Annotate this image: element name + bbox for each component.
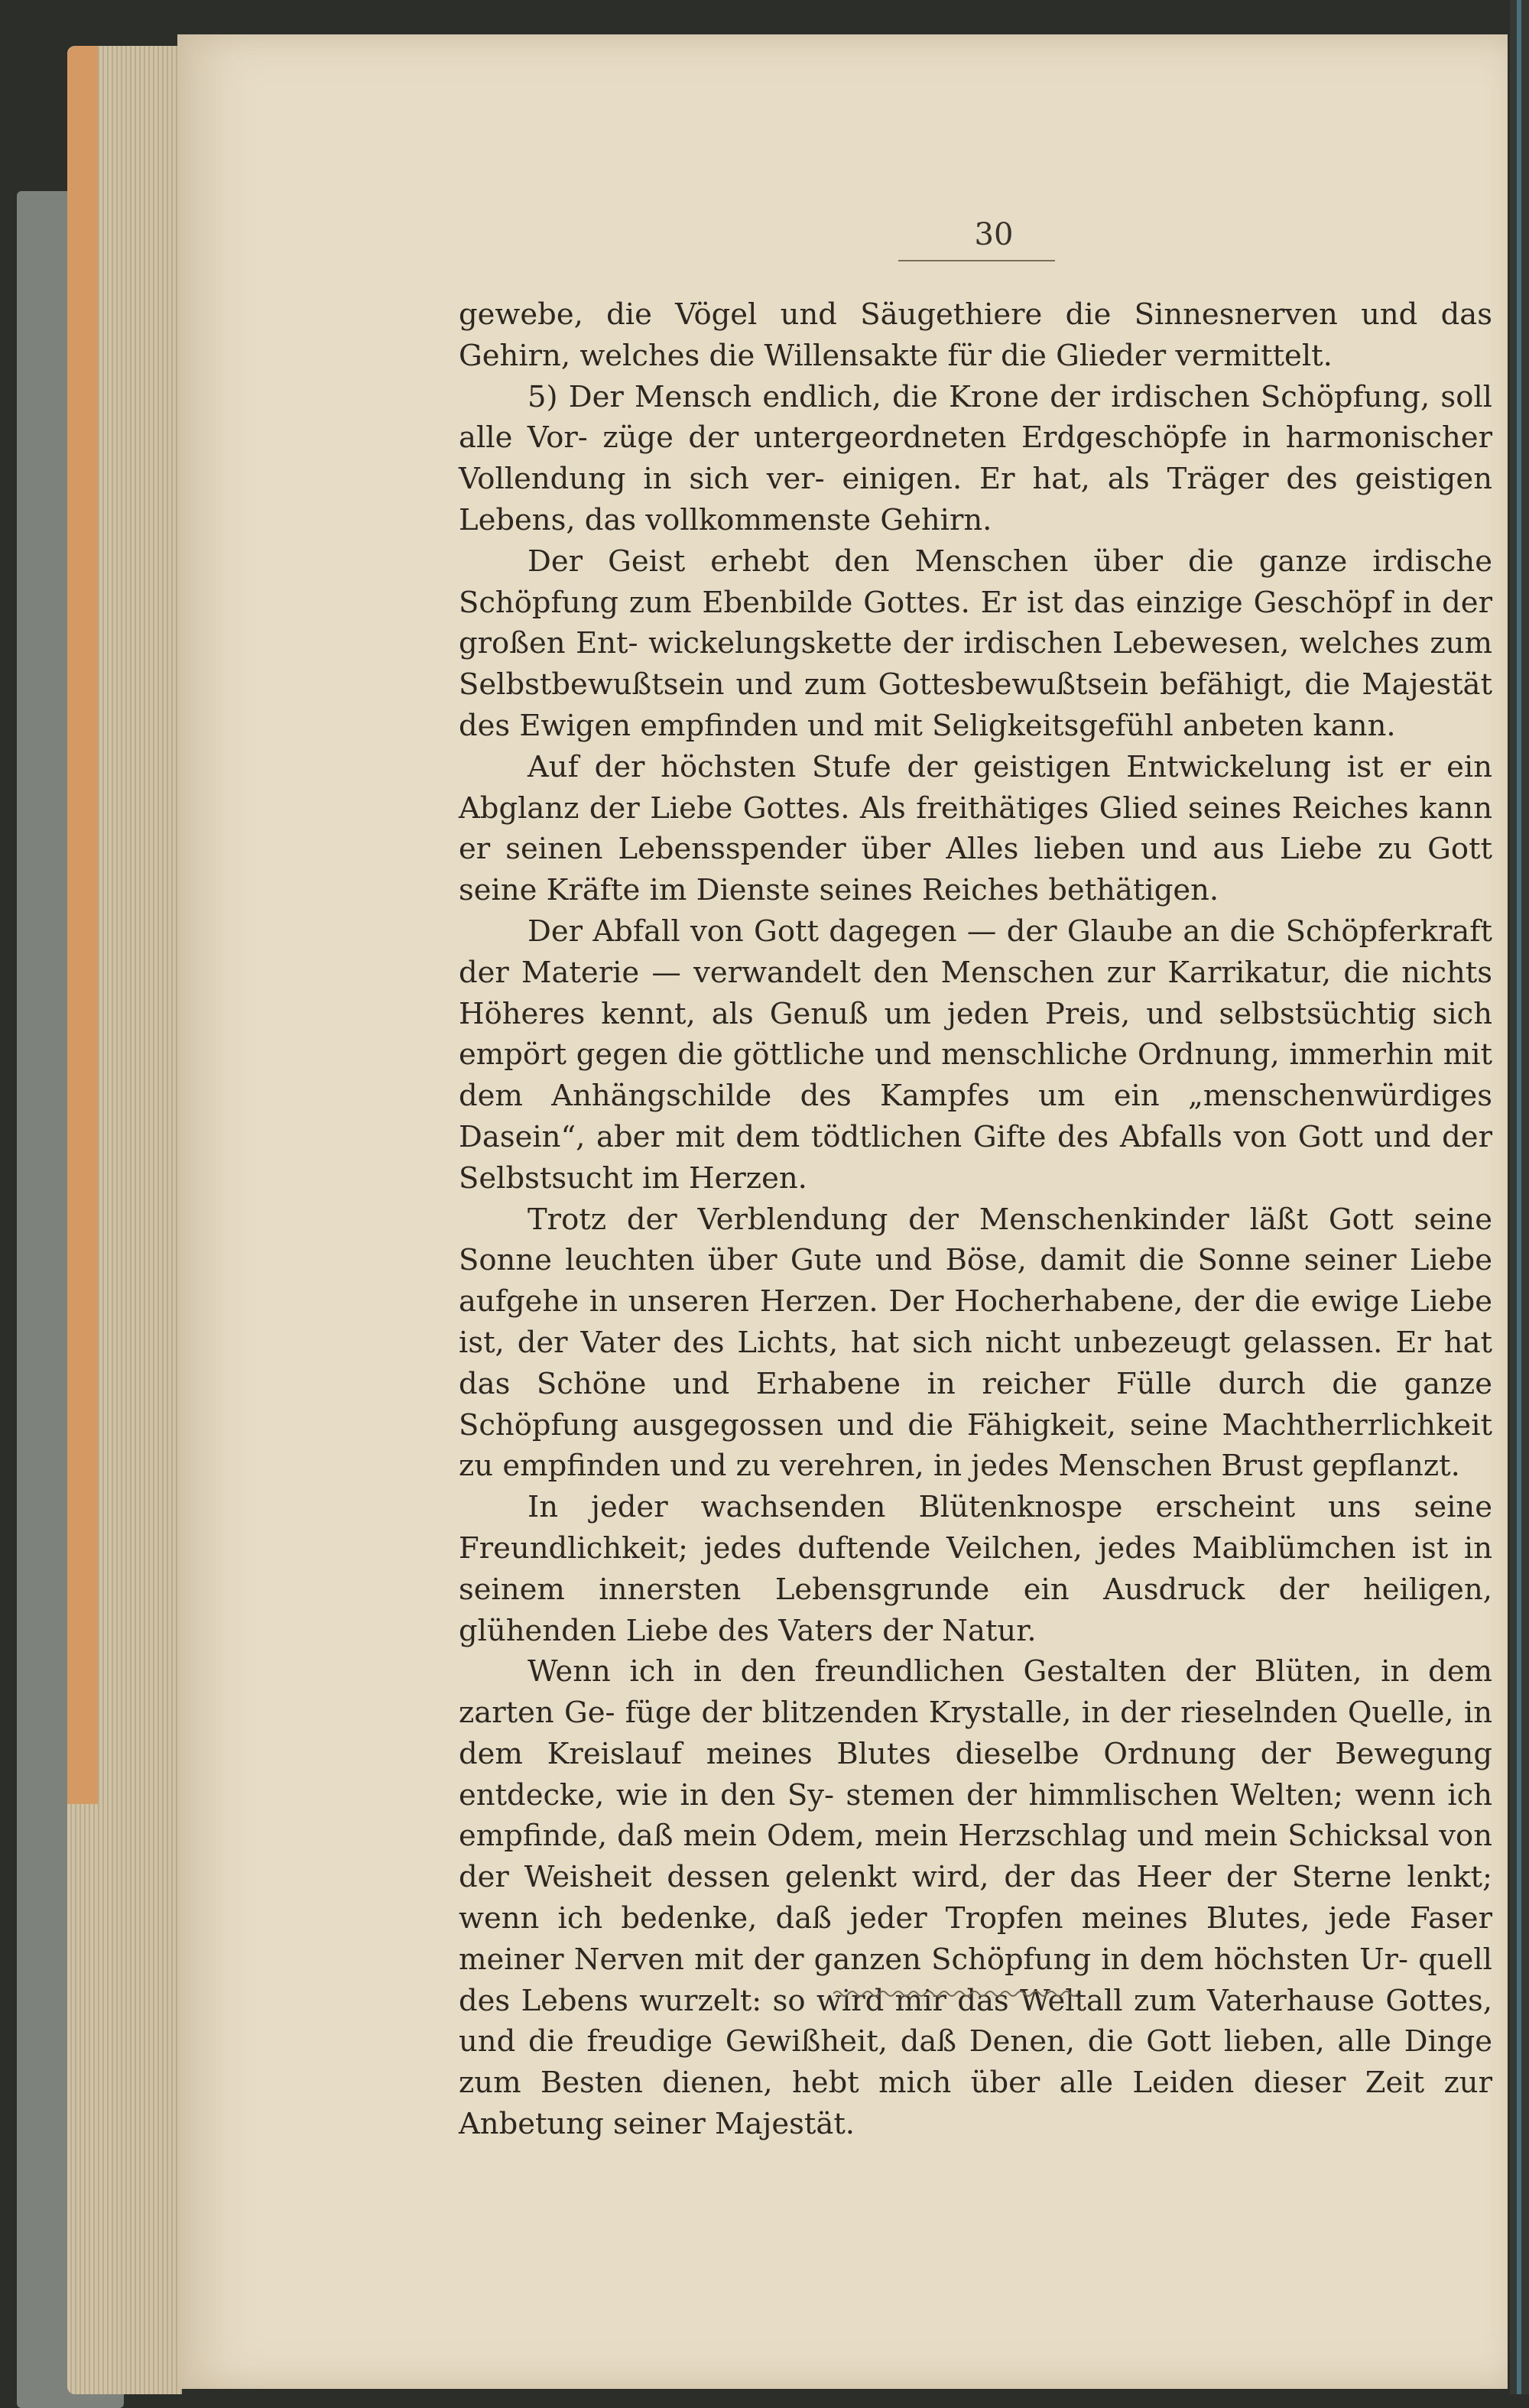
paragraph: Der Abfall von Gott dagegen — der Glaube an die Schöpferkraft der Materie — verwandelt den Menschen zur Karrikatur, die nichts Höheres kennt, als Genuß um jeden Preis, und selbstsüchtig sich empört gegen die göttliche und menschliche Ordnung, immerhin mit dem Anhängschilde des Kampfes um ein „menschenwürdiges Dasein“, aber mit dem tödtlichen Gifte des Abfalls von Gott und der Selbstsucht im Herzen.	[459, 914, 1492, 1196]
paragraph: Auf der höchsten Stufe der geistigen Entwickelung ist er ein Abglanz der Liebe Gottes. Als freithätiges Glied seines Reiches kann er seinen Lebensspender über Alles lieben und aus Liebe zu Gott seine Kräfte im Dienste seines Reiches bethätigen.	[459, 749, 1492, 908]
header-rule	[898, 260, 1055, 261]
paragraph: gewebe, die Vögel und Säugethiere die Sinnesnerven und das Gehirn, welches die Willensakte für die Glieder vermittelt.	[459, 297, 1492, 373]
spine-stripe	[1517, 0, 1521, 2394]
body-text	[459, 294, 1492, 2145]
paragraph: In jeder wachsenden Blütenknospe erscheint uns seine Freundlichkeit; jedes duftende Veilchen, jedes Maiblümchen ist in seinem innersten Lebensgrunde ein Ausdruck der heiligen, glühenden Liebe des Vaters der Natur.	[459, 1490, 1492, 1648]
paragraph: 5) Der Mensch endlich, die Krone der irdischen Schöpfung, soll alle Vor- züge der untergeordneten Erdgeschöpfe in harmonischer Vollendung in sich ver- einigen. Er hat, als Träger des geistigen Lebens, das vollkommenste Gehirn.	[459, 379, 1492, 537]
paragraph: Trotz der Verblendung der Menschenkinder läßt Gott seine Sonne leuchten über Gute und Böse, damit die Sonne seiner Liebe aufgehe in unseren Herzen. Der Hocherhabene, der die ewige Liebe ist, der Vater des Lichts, hat sich nicht unbezeugt gelassen. Er hat das Schöne und Erhabene in reicher Fülle durch die ganze Schöpfung ausgegossen und die Fähigkeit, seine Machtherrlichkeit zu empfinden und zu verehren, in jedes Menschen Brust gepflanzt.	[459, 1202, 1492, 1484]
paragraph: Der Geist erhebt den Menschen über die ganze irdische Schöpfung zum Ebenbilde Gottes. Er ist das einzige Geschöpf in der großen Ent- wickelungskette der irdischen Lebewesen, welches zum Selbstbewußtsein und zum Gottesbewußtsein befähigt, die Majestät des Ewigen empfinden und mit Seligkeitsgefühl anbeten kann.	[459, 544, 1492, 743]
endpaper-edge	[67, 46, 98, 1804]
paragraph: Wenn ich in den freundlichen Gestalten der Blüten, in dem zarten Ge- füge der blitzenden Krystalle, in der rieselnden Quelle, in dem Kreislauf meines Blutes dieselbe Ordnung der Bewegung entdecke, wie in den Sy- stemen der himmlischen Welten; wenn ich empfinde, daß mein Odem, mein Herzschlag und mein Schicksal von der Weisheit dessen gelenkt wird, der das Heer der Sterne lenkt; wenn ich bedenke, daß jeder Tropfen meines Blutes, jede Faser meiner Nerven mit der ganzen Schöpfung in dem höchsten Ur- quell des Lebens wurzelt: so wird mir das Weltall zum Vaterhause Gottes, und die freudige Gewißheit, daß Denen, die Gott lieben, alle Dinge zum Besten dienen, hebt mich über alle Leiden dieser Zeit zur Anbetung seiner Majestät.	[459, 1654, 1492, 2142]
wavy-ornament	[833, 1986, 1078, 2001]
page-number: 30	[974, 217, 1014, 252]
